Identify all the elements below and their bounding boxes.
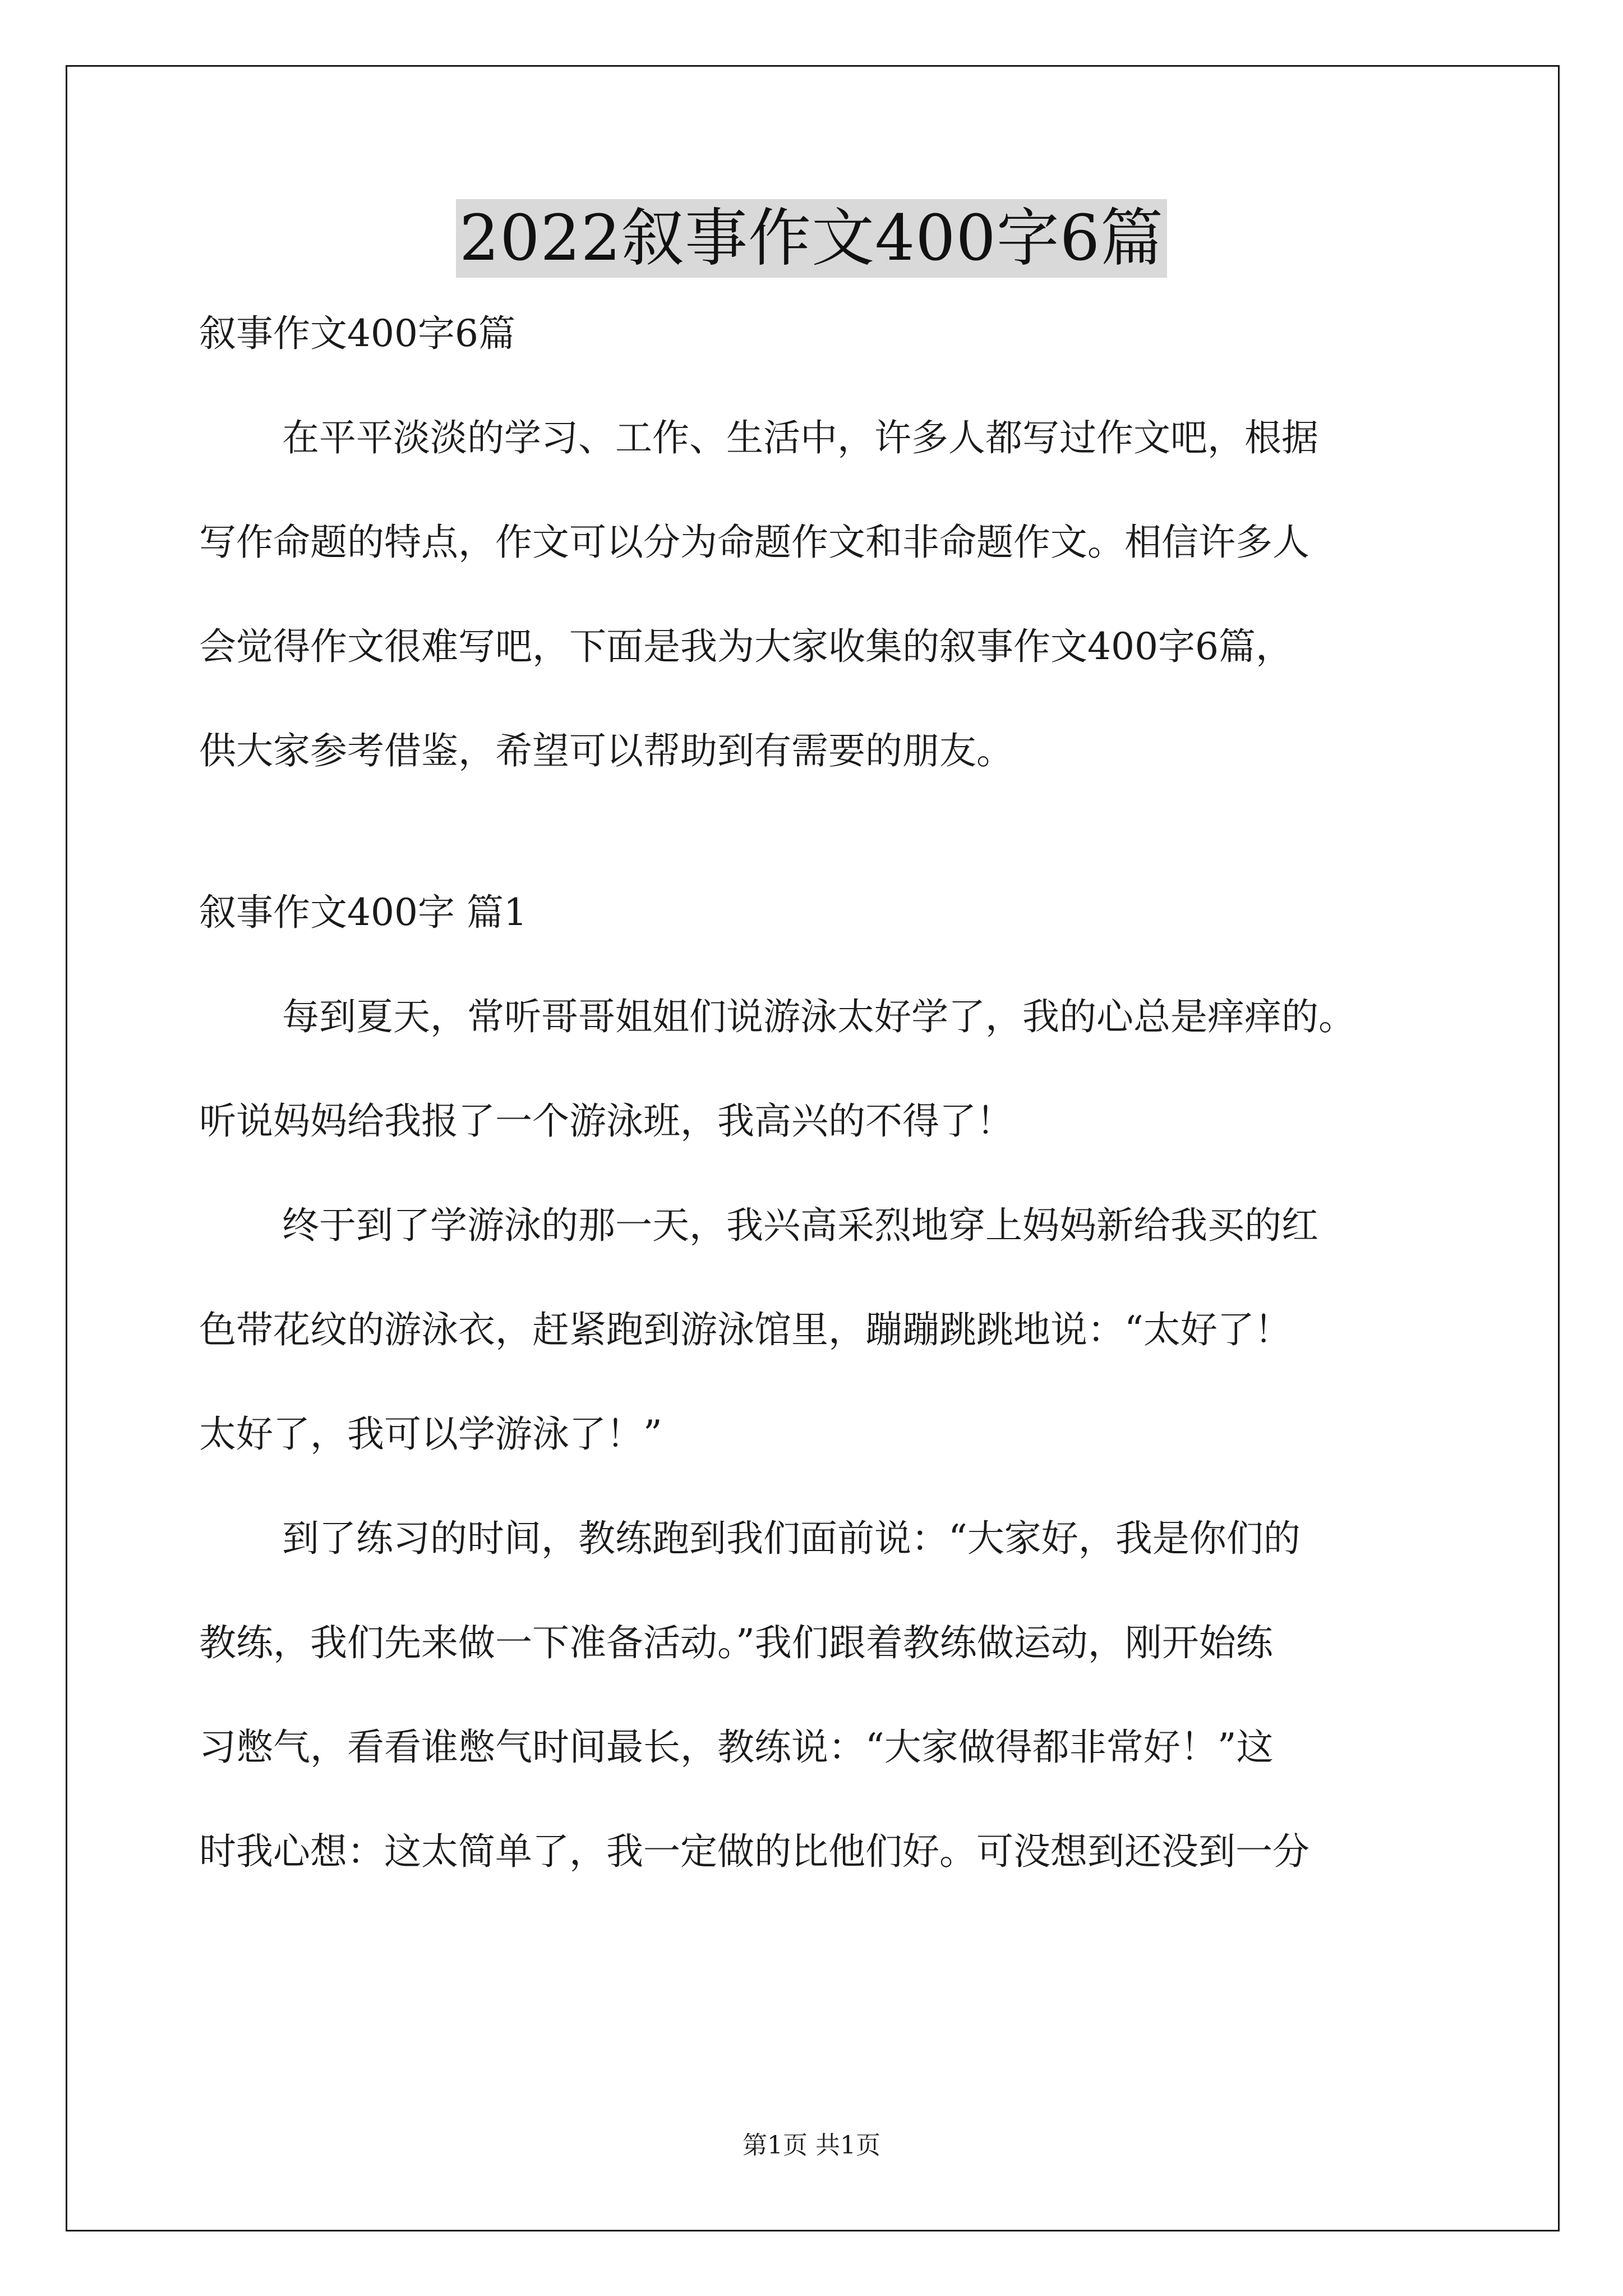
text-line: 供大家参考借鉴，希望可以帮助到有需要的朋友。 — [199, 729, 1013, 772]
text-line: 写作命题的特点，作文可以分为命题作文和非命题作文。相信许多人 — [199, 521, 1310, 564]
text-line: 听说妈妈给我报了一个游泳班，我高兴的不得了！ — [199, 1099, 1013, 1143]
document-title: 2022叙事作文400字6篇 — [456, 199, 1167, 278]
body-paragraph — [199, 1200, 1433, 1460]
text-line: 习憋气，看看谁憋气时间最长，教练说：“大家做得都非常好！”这 — [199, 1726, 1274, 1769]
text-line: 终于到了学游泳的那一天，我兴高采烈地穿上妈妈新给我买的红 — [282, 1204, 1318, 1247]
text-line: 会觉得作文很难写吧，下面是我为大家收集的叙事作文400字6篇， — [199, 625, 1293, 668]
intro-paragraph — [199, 413, 1433, 776]
text-line: 色带花纹的游泳衣，赶紧跑到游泳馆里，蹦蹦跳跳地说：“太好了！ — [199, 1308, 1292, 1351]
document-subtitle: 叙事作文400字6篇 — [199, 312, 515, 355]
text-line: 在平平淡淡的学习、工作、生活中，许多人都写过作文吧，根据 — [282, 416, 1318, 459]
text-line: 每到夏天，常听哥哥姐姐们说游泳太好学了，我的心总是痒痒的。 — [282, 995, 1355, 1038]
section-heading: 叙事作文400字 篇1 — [199, 891, 527, 934]
text-line: 教练，我们先来做一下准备活动。”我们跟着教练做运动，刚开始练 — [199, 1621, 1273, 1664]
body-paragraph — [199, 992, 1433, 1147]
text-line: 太好了，我可以学游泳了！” — [199, 1412, 662, 1456]
title-container — [0, 199, 1623, 278]
body-paragraph — [199, 1513, 1433, 1877]
document-body — [199, 309, 1433, 1931]
page-footer: 第1页 共1页 — [743, 2131, 880, 2160]
text-line: 到了练习的时间，教练跑到我们面前说：“大家好，我是你们的 — [282, 1517, 1301, 1560]
text-line: 时我心想：这太简单了，我一定做的比他们好。可没想到还没到一分 — [199, 1830, 1310, 1873]
